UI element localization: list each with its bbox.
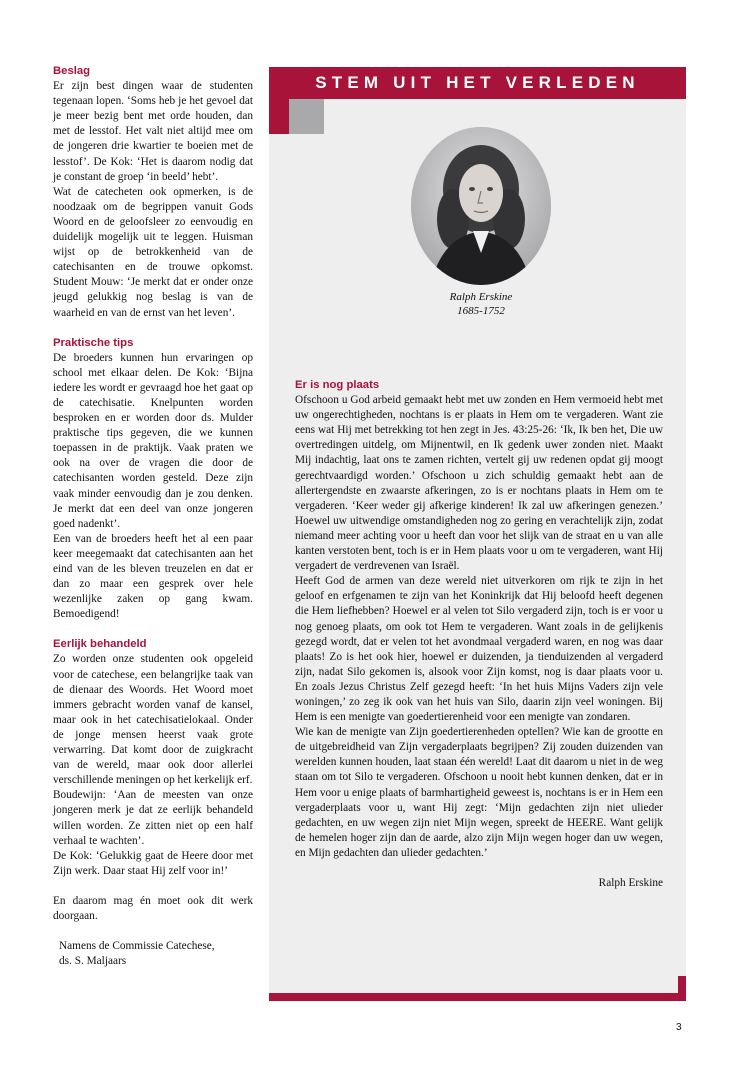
section-heading-eerlijk-behandeld: Eerlijk behandeld <box>53 638 147 651</box>
section-banner: STEM UIT HET VERLEDEN <box>269 67 686 99</box>
paragraph: Er zijn best dingen waar de studenten tegenaan lopen. ‘Soms heb je het gevoel dat je meer bezig bent met orde houden, dan met de lesstof. Het valt niet altijd mee om de jongeren drie kwartier te boeien met de lesstof’. De Kok: ‘Het is daarom nodig dat je constant de groep ‘in beeld’ hebt’. <box>53 80 253 183</box>
decorative-red-block <box>269 99 289 134</box>
closing-paragraph: En daarom mag én moet ook dit werk doorgaan. <box>53 894 253 922</box>
paragraph: De broeders kunnen hun ervaringen op school met elkaar delen. De Kok: ‘Bijna iedere les wordt er gevraagd hoe het gaat op de catechisatie. Knelpunten worden besproken en er worden door ds. Mulder praktische tips gegeven, die we kunnen toepassen in de praktijk. Vaak praten we ook na over de vragen die door de catechisanten worden gesteld. Deze zijn vaak minder eenvoudig dan je zou denken. Je merkt dat een deel van onze jongeren goed nadenkt’. <box>53 351 253 530</box>
paragraph: Wat de catecheten ook opmerken, is de noodzaak om de begrippen vanuit Gods Woord en de geloofsleer zo eenvoudig en duidelijk mogelijk uit te leggen. Huisman wijst op de betrokkenheid van de catechisanten en de trouwe opkomst. Student Mouw: ‘Je merkt dat er onder onze jeugd gelukkig nog beslag is van de waarheid en van de ernst van het leven’. <box>53 185 253 319</box>
page-number: 3 <box>676 1022 682 1033</box>
article <box>295 378 663 891</box>
paragraph: De Kok: ‘Gelukkig gaat de Heere door met Zijn werk. Daar staat Hij zelf voor in!’ <box>53 849 253 877</box>
portrait-caption <box>411 290 551 318</box>
paragraph: Een van de broeders heeft het al een paar keer meegemaakt dat catechisanten aan het eind van de les bleven treuzelen en dat er dan zo maar een gesprek over hele wezenlijke zaken op gang kwam. Bemoedigend! <box>53 532 253 621</box>
left-column <box>53 64 253 969</box>
article-author: Ralph Erskine <box>598 877 663 889</box>
paragraph: Ofschoon u God arbeid gemaakt hebt met uw zonden en Hem vermoeid hebt met uw ongerechtigheden, nochtans is er plaats in Hem om te vergaderen. Want zie eens wat Hij met betrekking tot hen zegt in Jes. 43:25-26: ‘Ik, Ik ben het, Die uw overtredingen uitdelg, om Mijnentwil, en Ik gedenk uwer zonden niet. Maakt Mij indachtig, laat ons te zamen richten, vertelt gij uw redenen opdat gij moogt gerechtvaardigd worden.’ Ofschoon u zich schuldig gemaakt hebt aan de allertergendste en zwaarste afkeringen, zo is er nochtans plaats in Hem om te vergaderen. ‘Keer weder gij afkerige kinderen! Ik zal uw afkeringen genezen.’ Hoewel uw uitwendige omstandigheden nog zo gering en verachtelijk zijn, zodat niemand meer achting voor u heeft dan voor het slijk van de straat en u van alle kanten verstoten bent, toch is er in Hem plaats voor u om te vergaderen, want Hij vergadert de verdrevenen van Israël. <box>295 394 663 573</box>
portrait-image <box>411 127 551 285</box>
section-heading-praktische-tips: Praktische tips <box>53 336 134 349</box>
paragraph: Boudewijn: ‘Aan de meesten van onze jongeren merk je dat ze eerlijk behandeld willen worden. Ze zitten niet op een half verhaal te wachten’. <box>53 789 253 847</box>
signature-line: Namens de Commissie Catechese, <box>59 940 215 953</box>
paragraph: Wie kan de menigte van Zijn goedertierenheden optellen? Wie kan de grootte en de uitgebreidheid van Zijn vergaderplaats begrijpen? Zij zouden duizenden van werelden kunnen houden, laat staan één wereld! Laat dit daarom u niet in de weg staan om tot Silo te vergaderen. Ofschoon u nooit hebt kunnen denken, dat er in Hem voor u enige plaats of barmhartigheid geweest is, nochtans is er in Hem een vergaderplaats voor u, want Hij zegt: ‘Mijn gedachten zijn niet ulieder gedachten, en uw wegen zijn niet Mijn wegen, spreekt de HEERE. Want gelijk de hemelen hoger zijn dan de aarde, alzo zijn Mijn wegen hoger dan uw wegen, en Mijn gedachten dan ulieder gedachten.’ <box>295 726 663 859</box>
section-heading-beslag: Beslag <box>53 65 91 77</box>
decorative-grey-block <box>289 99 324 134</box>
caption-years: 1685-1752 <box>457 305 505 317</box>
decorative-corner-bar <box>678 976 686 1001</box>
decorative-bottom-bar <box>269 993 685 1001</box>
paragraph: Heeft God de armen van deze wereld niet uitverkoren om rijk te zijn in het geloof en erfgenamen te zijn van het Koninkrijk dat Hij beloofd heeft degenen die Hem liefhebben? Hoewel er al velen tot Silo vergaderd zijn, toch is er voor u nog genoeg plaats, om ook tot Hem te vergaderen. Want zoals in de gelijkenis gezegd wordt, dat er velen tot het avondmaal vergaderd waren, en nog was daar plaats! Zo is het ook hier, hoewel er duizenden, ja tienduizenden al vergaderd zijn, nadat Silo gekomen is, alsook voor Zijn komst, nog is daar plaats voor u. En zoals Jezus Christus Zelf gezegd heeft: ‘In het huis Mijns Vaders zijn vele woningen,’ zo zeg ik ook van het huis van Silo, daarin zijn veel woningen. Bij Hem is een menigte van goedertierenheid voor een menigte van zondaren. <box>295 575 663 724</box>
paragraph: Zo worden onze studenten ook opgeleid voor de catechese, een belangrijke taak van de dienaar des Woords. Het Woord moet immers gebracht worden vanaf de kansel, maar ook in het catechisatielokaal. Onder de jonge mensen heerst vaak grote verwarring. Dat komt door de zuigkracht van de wereld, maar ook door allerlei verschillende meningen op het kerkelijk erf. <box>53 653 253 787</box>
signature-name: ds. S. Maljaars <box>59 955 127 968</box>
article-heading: Er is nog plaats <box>295 379 380 391</box>
caption-name: Ralph Erskine <box>449 291 513 303</box>
